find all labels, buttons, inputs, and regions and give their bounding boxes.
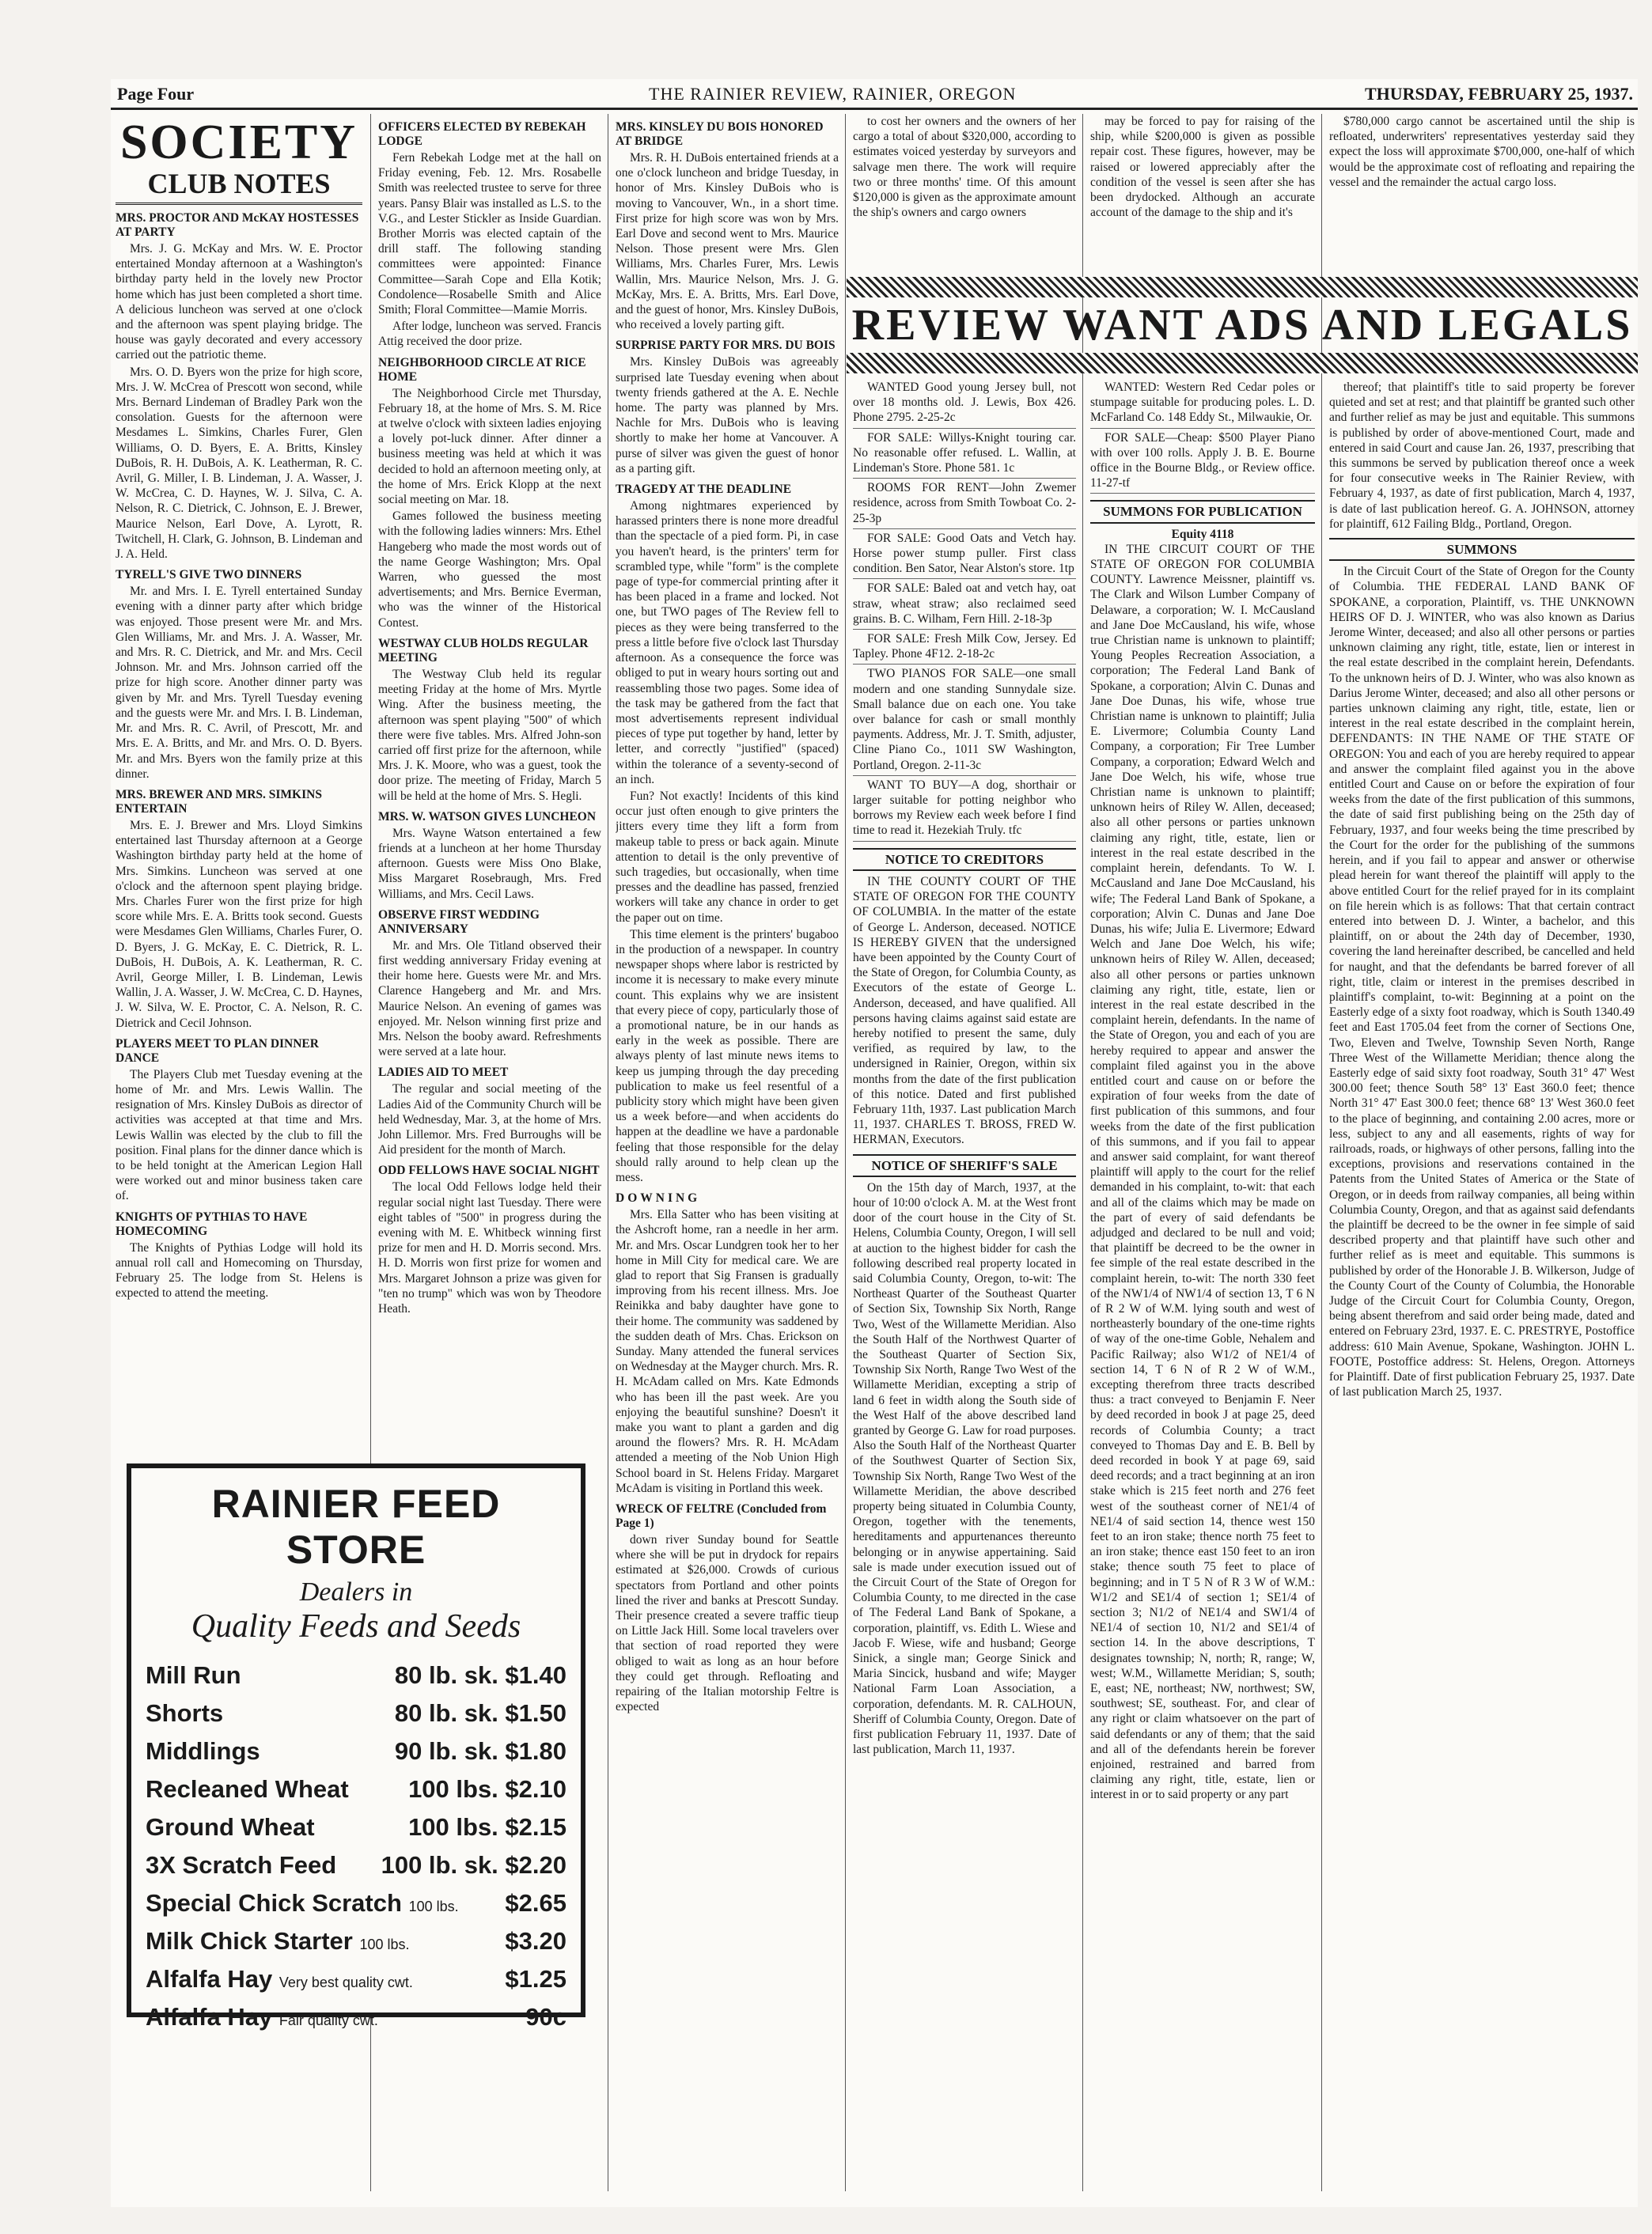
article-body: Fun? Not exactly! Incidents of this kind occur just often enough to give printers the jitters every time they lift a form from makeup table to press or back again. Minute attention to detail is the only preventive of such tragedies, but occasionally, when time presses and the deadline has passed, frenzied workers will take any chance in order to get the paper out on time.: [616, 789, 839, 925]
article-body: The Westway Club held its regular meeting Friday at the home of Mrs. Myrtle Wing. After the business meeting, the afternoon was spent playing "500" of which there were five tables. Mrs. Alfred John-son carried off first prize for the afternoon, while Mrs. J. K. Moore, who was a guest, took the door prize. The meeting of Friday, March 5 will be held at the home of Mrs. S. Hegli.: [378, 667, 601, 803]
price-row: [146, 1998, 566, 2036]
article-body: Mrs. Ella Satter who has been visiting at the Ashcroft home, ran a needle in her arm. Mr. and Mrs. Oscar Lundgren took her to her home in Mill City for medical care. We are glad to report that Sig Fransen is gradually improving from his recent illness. Mrs. Joe Reinikka and baby daughter have gone to their home. The community was saddened by the sudden death of Mrs. Chas. Erickson on Sunday. Many attended the funeral services on Wednesday at the Mayger church. Mrs. R. H. McAdam called on Mrs. Kate Edmonds who has been ill the past week. Are you enjoying the beautiful sunshine? Doesn't it make you want to plant a garden and dig around the flowers? Mrs. R. H. McAdam attended a meeting of the Nob Union High School board in St. Helens Friday. Margaret McAdam is visiting in Portland this week.: [616, 1208, 839, 1495]
summons-equity: Equity 4118: [1171, 527, 1234, 541]
article-headline: WESTWAY CLUB HOLDS REGULAR MEETING: [378, 636, 589, 665]
product-note: Fair quality cwt.: [278, 2012, 378, 2028]
product-label: Middlings: [146, 1737, 260, 1765]
product-label: Recleaned Wheat: [146, 1775, 349, 1803]
article-headline: MRS. W. WATSON GIVES LUNCHEON: [378, 809, 597, 824]
article-headline: OBSERVE FIRST WEDDING ANNIVERSARY: [378, 907, 540, 936]
issue-date: THURSDAY, FEBRUARY 25, 1937.: [1364, 84, 1633, 104]
article-body: Among nightmares experienced by harassed printers there is none more dreadful than the spectacle of a pied form. Pi, in case you haven't heard, is the printers' term for scrambled type, while "form" is the complete page of type-for commercial printing after it has been placed in a frame and locked. Not one, but TWO pages of The Review fell to pieces as they were being transferred to the press a little before five o'clock last Thursday afternoon. As a consequence the force was obliged to put in weary hours sorting out and reassembling those two pages. Some idea of the task may be gathered from the fact that most advertisements represent individual pieces of type put together by hand, letter by letter, and correctly "justified" (spaced) within the tolerance of a seventy-second of an inch.: [616, 499, 839, 786]
summons-text: IN THE CIRCUIT COURT OF THE STATE OF OREGON FOR COLUMBIA COUNTY. Lawrence Meissner, plaintiff vs. The Clark and Wilson Lumber Company of Delaware, a corporation; W. I. McCausland and Jane Doe McCausland, his wife, whose true Christian name is unknown to plaintiff; Young Peoples Recreation Association, a corporation; The Federal Land Bank of Spokane, a corporation; Alvin C. Dunas and Jane Doe Dunas, his wife, whose true Christian name is unknown to plaintiff; Julia E. Livermore; Columbia County Land Company, a corporation; Fir Tree Lumber Company, a corporation; Edward Welch and Jane Doe Welch, his wife, whose true Christian name is unknown to plaintiff; unknown heirs of Riley W. Allen, deceased; also all other persons or parties unknown claiming any right, title, estate, lien or interest in the real estate described in the complaint herein, defendants. To W. I. McCausland and Jane Doe McCausland, his wife; The Federal Land Bank of Spokane, a corporation; Alvin C. Dunas and Jane Doe Dunas, his wife; Julia E. Livermore; Edward Welch and Jane Doe Welch, his wife; unknown heirs of Riley W. Allen, deceased; also all other persons or parties unknown claiming any right, title, estate, lien or interest in the real estate described in the complaint herein, defendants. In the name of the State of Oregon, you and each of you are hereby required to appear and answer the complaint filed against you in the above entitled court and cause on or before the expiration of four weeks from the date of first publication of this summons, and four weeks from the date of the first publication of this summons, and if you fail to appear and answer said complaint, for want thereof plaintiff will apply to the court for the relief demanded in his complaint, to-wit: that each and all of the claims which may be made on the part of every of said defendants be adjudged and declared to be null and void; that plaintiff be decreed to be the owner in fee simple of the real estate described in the complaint herein, to-wit: The north 330 feet of the NW1/4 of NW1/4 of section 13, T 6 N of R 2 W of W.M. lying south and west of northeasterly boundary of the one-time rights of way of the one-time Goble, Nehalem and Pacific Railway; also W1/2 of NE1/4 of section 14, T 6 N of R 2 W of W.M., excepting therefrom three tracts described thus: a tract conveyed to Benjamin F. Neer by deed recorded in book J at page 25, deed records of Columbia County; a tract conveyed to Thomas Day and E. B. Bell by deed recorded in book Y at page 69, said deed records; and a tract beginning at an iron stake which is 215 feet north and 276 feet west of the southeast corner of NE1/4 of NE1/4 of said section 14, thence west 150 feet to an iron stake; thence north 75 feet to an iron stake; thence east 150 feet to an iron stake; thence south 75 feet to place of beginning; and in T 5 N of R 3 W of W.M.: W1/2 and SE1/4 of section 1; SE1/4 of section 3; N1/2 of NE1/4 and SW1/4 of NE1/4 of section 10, N1/2 and SE1/4 of section 14. In the above descriptions, T designates township; N, north; R, range; W, west; W.M., Willamette Meridian; S, south; E, east; NE, northeast; NW, northwest; SW, southwest; SE, southeast. For, and clear of any right or claim whatsoever on the part of said defendants or any of them; that the said and all of the defendants herein be forever enjoined, restrained and barred from claiming any right, title, estate, lien or interest in or to said property or any part: [1090, 542, 1315, 1802]
creditors-notice: IN THE COUNTY COURT OF THE STATE OF OREGON FOR THE COUNTY OF COLUMBIA. In the matter of the estate of George L. Anderson, deceased. NOTICE IS HEREBY GIVEN that the undersigned have been appointed by the County Court of the State of Oregon, for Columbia County, as Executors of the estate of George L. Anderson, deceased, and have qualified. All persons having claims against said estate are hereby notified to present the same, duly verified, as required by law, to the undersigned in Rainier, Oregon, within six months from the date of the first publication of this notice. Dated and first published February 11th, 1937. Last publication March 11, 1937. CHARLES T. BROSS, FRED W. HERMAN, Executors.: [853, 874, 1076, 1147]
article-headline: WRECK OF FELTRE (Concluded from Page 1): [616, 1502, 827, 1531]
newspaper-page: [111, 79, 1638, 2207]
product-price: $3.20: [505, 1927, 566, 1955]
news-column: [616, 114, 839, 2191]
feed-store-ad: [127, 1463, 585, 2031]
classified-ad: FOR SALE: Good Oats and Vetch hay. Horse power stump puller. First class condition. Ben Sator, Near Alston's store. 1tp: [853, 531, 1076, 580]
classified-ad: ROOMS FOR RENT—John Zwemer residence, across from Smith Towboat Co. 2-25-3p: [853, 480, 1076, 529]
club-notes-title: CLUB NOTES: [116, 168, 362, 205]
article-headline: TYRELL'S GIVE TWO DINNERS: [116, 568, 302, 582]
product-name: [146, 2003, 378, 2031]
price-row: [146, 1808, 566, 1846]
product-name: [146, 1661, 241, 1690]
product-price: 90 lb. sk. $1.80: [394, 1737, 566, 1765]
creditors-title: NOTICE TO CREDITORS: [853, 848, 1076, 871]
article-body: Games followed the business meeting with the following ladies winners: Mrs. Ethel Hangeberg who made the most words out of the name George Washington; Mrs. Opal Warren, who guessed the most advertisements; and Mrs. Bernice Everman, who was the winner of the Historical Contest.: [378, 509, 601, 630]
article-body: The regular and social meeting of the Ladies Aid of the Community Church will be held Wednesday, Mar. 3, at the home of Mrs. John Lillemor. Mrs. Fred Burroughs will be Aid president for the month of March.: [378, 1082, 601, 1157]
legals-column-2: [1329, 380, 1635, 2191]
product-price: $1.25: [505, 1965, 566, 1993]
classified-ad: TWO PIANOS FOR SALE—one small modern and one standing Sunnydale size. Small balance due on each one. You take over balance for cash or small monthly payments. Address, Mr. J. T. Smith, adjuster, Cline Piano Co., 1011 SW Washington, Portland, Oregon. 2-11-3c: [853, 666, 1076, 775]
product-price: 80 lb. sk. $1.40: [394, 1661, 566, 1689]
product-price: $2.65: [505, 1889, 566, 1917]
classified-ad: WANTED: Western Red Cedar poles or stumpage suitable for producing poles. L. D. McFarland Co. 148 Eddy St., Milwaukie, Or.: [1090, 380, 1315, 429]
price-row: [146, 1846, 566, 1884]
product-name: [146, 1775, 349, 1804]
classified-ad: FOR SALE: Fresh Milk Cow, Jersey. Ed Tapley. Phone 4F12. 2-18-2c: [853, 631, 1076, 665]
column-rule: [1082, 114, 1083, 2191]
article-headline: SURPRISE PARTY FOR MRS. DU BOIS: [616, 339, 835, 353]
sheriff-sale-title: NOTICE OF SHERIFF'S SALE: [853, 1154, 1076, 1177]
summons-title: SUMMONS FOR PUBLICATION: [1090, 500, 1315, 523]
society-title: SOCIETY: [119, 115, 358, 169]
article-body: The Neighborhood Circle met Thursday, February 18, at the home of Mrs. S. M. Rice at twelve o'clock with sixteen ladies enjoying a lovely pot-luck dinner. After dinner a business meeting was held at which it was decided to hold an afternoon meeting only, at the home of Mrs. Erick Klopp at the next social meeting on Mar. 18.: [378, 386, 601, 507]
classified-ad: WANTED Good young Jersey bull, not over 18 months old. J. Lewis, Box 426. Phone 2795. 2-25-2c: [853, 380, 1076, 429]
ad-title: RAINIER FEED STORE: [211, 1482, 501, 1572]
product-name: [146, 1889, 459, 1918]
product-name: [146, 1699, 223, 1728]
want-ads-banner: [847, 277, 1638, 373]
paper-title: THE RAINIER REVIEW, RAINIER, OREGON: [649, 84, 1017, 104]
article-body: Mr. and Mrs. I. E. Tyrell entertained Sunday evening with a dinner party after which bridge was enjoyed. Those present were Mr. and Mrs. Glen Williams, Mr. and Mrs. J. A. Wasser, Mr. and Mrs. R. C. Dietrick, and Mr. and Mrs. Cecil Johnson. Mr. and Mrs. Johnson carried off the prize for high score. Another dinner party was given by Mr. and Mrs. Tyrell Tuesday evening and the guests were Mr. and Mrs. I. B. Lindeman, Mr. and Mrs. R. C. Avril, of Prescott, Mr. and Mrs. E. A. Britts, and Mr. and Mrs. O. D. Byers. Mr. and Mrs. Byers won the family prize at this dinner.: [116, 585, 362, 781]
article-text: may be forced to pay for raising of the ship, while $200,000 is given as possible repair cost. These figures, however, may be raised or lowered appreciably after the condition of the vessel is seen after she has been drydocked. Although an accurate account of the damage to the ship and it's: [1090, 115, 1315, 220]
price-row: [146, 1694, 566, 1732]
article-body: down river Sunday bound for Seattle where she will be put in drydock for repairs estimated at $26,000. Crowds of curious spectators from Portland and other points lined the river and banks at Prescott Sunday. Their presence created a severe traffic tieup on Little Jack Hill. Some local travelers over that section of road reported they were obliged to wait as long as an hour before they could get through. Refloating and repairing of the Italian motorship Feltre is expected: [616, 1533, 839, 1714]
summons2-title: SUMMONS: [1329, 538, 1635, 561]
price-row: [146, 1922, 566, 1960]
article-headline: TRAGEDY AT THE DEADLINE: [616, 483, 792, 497]
sheriff-sale-notice: On the 15th day of March, 1937, at the hour of 10:00 o'clock A. M. at the West front door of the court house in the City of St. Helens, Columbia County, Oregon, I will sell at auction to the highest bidder for cash the following described real property located in said Columbia County, Oregon, to-wit: The Northeast Quarter of the Southeast Quarter of Section Six, Township Six North, Range Two, West of the Willamette Meridian. Also the South Half of the Northwest Quarter of the Southeast Quarter of Section Six, Township Six North, Range Two West of the Willamette Meridian, excepting a strip of land 6 feet in width along the South side of the West Half of the above described land granted by George G. Law for road purposes. Also the South Half of the Northeast Quarter of the Southwest Quarter of Section Six, Township Six North, Range Two West of the Willamette Meridian, the above described property being situated in Columbia County, Oregon, together with the tenements, hereditaments and appurtenances thereunto belonging or in anywise appertaining. Said sale is made under execution issued out of the Circuit Court of the State of Oregon for Columbia County, to me directed in the case of The Federal Land Bank of Spokane, a corporation, plaintiff, vs. Edith L. Wiese and Jacob F. Wiese, wife and husband; George Sinick, a single man; George Sinick and Maria Sincick, husband and wife; Mayger National Farm Loan Association, a corporation, defendants. M. R. CALHOUN, Sheriff of Columbia County, Oregon. Date of first publication February 11, 1937. Date of last publication, March 11, 1937.: [853, 1180, 1076, 1757]
article-body: The Knights of Pythias Lodge will hold its annual roll call and Homecoming on Thursday, February 25. The lodge from St. Helens is expected to attend the meeting.: [116, 1240, 362, 1301]
product-price: 80 lb. sk. $1.50: [394, 1699, 566, 1727]
product-label: 3X Scratch Feed: [146, 1851, 337, 1879]
article-headline: MRS. KINSLEY DU BOIS HONORED AT BRIDGE: [616, 120, 824, 148]
summons-continued: thereof; that plaintiff's title to said property be forever quieted and set at rest; and that plaintiff be granted such other and further relief as may be just and equitable. This summons is published by order of above-mentioned Court, made and entered in said Court and cause Jan. 26, 1937, prescribing that this summons be served by publication thereof once a week for four consecutive weeks in The Rainier Review, with February 4, 1937, as date of first publication, March 4, 1937, is date of last publication hereof. G. A. JOHNSON, attorney for plaintiff, 612 Failing Bldg., Portland, Oregon.: [1329, 381, 1635, 531]
price-row: [146, 1884, 566, 1922]
product-name: [146, 1737, 260, 1766]
classified-ad: FOR SALE: Baled oat and vetch hay, oat straw, wheat straw; also reclaimed seed grains. B. C. Wilham, Fern Hill. 2-18-3p: [853, 581, 1076, 630]
product-note: Very best quality cwt.: [278, 1975, 413, 1990]
article-headline: PLAYERS MEET TO PLAN DINNER DANCE: [116, 1036, 319, 1065]
column-rule: [845, 114, 846, 2191]
article-body: The local Odd Fellows lodge held their regular social night last Tuesday. There were eight tables of "500" in progress during the evening with M. E. Whitbeck winning first prize for men and H. D. Morris second. Mrs. H. D. Morris won first prize for women and Mrs. Margaret Johnson a prize was given for "ten no trump" which was won by Theodore Heath.: [378, 1180, 601, 1316]
page-number: Page Four: [117, 84, 195, 104]
article-headline: OFFICERS ELECTED BY REBEKAH LODGE: [378, 120, 586, 148]
feltre-continued-3: [1329, 114, 1635, 272]
society-header: [116, 117, 362, 205]
price-row: [146, 1657, 566, 1694]
product-price: 100 lb. sk. $2.20: [381, 1851, 566, 1879]
product-name: [146, 1965, 413, 1994]
product-price: 90c: [525, 2003, 566, 2031]
article-body: This time element is the printers' bugaboo in the production of a newspaper. In country newspaper shops where labor is restricted by income it is necessary to make every minute count. This explains why we are insistent that every piece of copy, particularly those of a promotional nature, be in our hands as early in the week as possible. There are always plenty of last minute news items to keep us jumping through the day preceding publication to make us feel resentful of a publicity story which might have been given us a week before—and when accidents do happen at the deadline we have a pardonable feeling that those responsible for the delay should rally around to help clean up the mess.: [616, 927, 839, 1184]
want-ads-column: [853, 380, 1076, 2191]
article-body: Mrs. Wayne Watson entertained a few friends at a luncheon at her home Thursday afternoon. Guests were Miss Ono Blake, Miss Margaret Rosebraugh, Mrs. Fred Williams, and Mrs. Cecil Laws.: [378, 826, 601, 901]
want-ads-title: REVIEW WANT ADS AND LEGALS: [851, 301, 1633, 350]
product-name: [146, 1813, 315, 1842]
banner-stripe: [847, 353, 1638, 373]
product-label: Ground Wheat: [146, 1813, 315, 1841]
article-headline: KNIGHTS OF PYTHIAS TO HAVE HOMECOMING: [116, 1210, 308, 1238]
masthead: [111, 79, 1638, 110]
society-column-2: [378, 114, 601, 1669]
article-body: Mrs. O. D. Byers won the prize for high score, Mrs. J. W. McCrea of Prescott won second, while Mrs. Bernard Lindeman of Bradley Park won the consolation. Guests for the afternoon were Mesdames L. Simkins, Charles Furer, Glen Williams, O. D. Byers, E. A. Britts, Kinsley DuBois, R. H. DuBois, A. K. Leatherman, R. C. Avril, G. Miller, I. B. Lindeman, J. A. Wasser, J. W. McCrea, C. D. Haynes, W. J. Silva, C. A. Nelson, R. C. Dietrick, C. Johnson, E. J. Brewer, Maurice Nelson, Earl Dove, A. Lyrott, R. Twitchell, H. Clark, G. Johnson, B. Lindeman and J. A. Held.: [116, 365, 362, 562]
article-body: Mrs. Kinsley DuBois was agreeably surprised late Tuesday evening when about twenty friends gathered at the A. E. Nechle home. The party was planned by Mrs. Nachle for Mrs. DuBois who is leaving shortly to make her home at Vancouver. A purse of silver was given the guest of honor as a parting gift.: [616, 355, 839, 475]
product-note: 100 lbs.: [359, 1937, 410, 1952]
classified-ad: FOR SALE—Cheap: $500 Player Piano with over 100 rolls. Apply J. B. E. Bourne office in the Bourne Bldg., or Review office. 11-27-tf: [1090, 430, 1315, 494]
article-body: The Players Club met Tuesday evening at the home of Mr. and Mrs. Lewis Wallin. The resignation of Mrs. Kinsley DuBois as director of activities was accepted at that time and Mrs. Lewis Wallin was elected by the club to fill the position. Final plans for the dinner dance which is to be held tonight at the American Legion Hall were worked out and minor business taken care of.: [116, 1067, 362, 1203]
column-rule: [1321, 114, 1322, 2191]
product-price: 100 lbs. $2.10: [408, 1775, 566, 1803]
article-headline: DOWNING: [616, 1191, 701, 1206]
article-headline: LADIES AID TO MEET: [378, 1066, 509, 1080]
article-headline: MRS. BREWER AND MRS. SIMKINS ENTERTAIN: [116, 787, 322, 816]
product-name: [146, 1851, 336, 1880]
banner-stripe: [847, 277, 1638, 297]
classified-ad: WANT TO BUY—A dog, shorthair or larger suitable for potting neighbor who borrows my Review each week before I find time to read it. Hezekiah Truly. tfc: [853, 778, 1076, 842]
price-row: [146, 1770, 566, 1808]
article-headline: NEIGHBORHOOD CIRCLE AT RICE HOME: [378, 355, 586, 384]
product-label: Milk Chick Starter: [146, 1927, 353, 1955]
classified-ad: FOR SALE: Willys-Knight touring car. No reasonable offer refused. L. Wallin, at Lindeman's Store. Phone 581. 1c: [853, 430, 1076, 479]
article-body: Fern Rebekah Lodge met at the hall on Friday evening, Feb. 12. Mrs. Rosabelle Smith was reelected trustee to serve for three years. Pansy Blair was installed as L.S. to the V.G., and Lester Stickler as Inside Guardian. Brother Morris was elected captain of the drill staff. The following standing committees were appointed: Finance Committee—Sarah Cope and Ella Kotik; Condolence—Rosabelle Smith and Alice Smith; Floral Committee—Mamie Morris.: [378, 151, 601, 317]
article-text: $780,000 cargo cannot be ascertained until the ship is refloated, underwriters' representatives yesterday said they expect the loss will approximate $700,000, one-half of which would be the approximate cost of refloating and repairing the vessel and the remainder the actual cargo loss.: [1329, 115, 1635, 189]
product-note: 100 lbs.: [408, 1899, 459, 1914]
article-body: After lodge, luncheon was served. Francis Attig received the door prize.: [378, 320, 601, 349]
ad-dealers: Dealers in: [299, 1577, 413, 1607]
price-row: [146, 1732, 566, 1770]
article-body: Mrs. J. G. McKay and Mrs. W. E. Proctor entertained Monday afternoon at a Washington's birthday party held in the lovely new Proctor home which has just been completed a short time. A delicious luncheon was served at one o'clock and the afternoon was spent playing bridge. The house was gayly decorated and every accessory carried out the patriotic theme.: [116, 242, 362, 362]
article-text: to cost her owners and the owners of her cargo a total of about $320,000, according to estimates voiced yesterday by surveyors and salvage men there. The work will require two or three months' time. Of this amount $120,000 is given as the approximate amount the ship's owners and cargo owners: [853, 115, 1076, 220]
article-body: Mr. and Mrs. Ole Titland observed their first wedding anniversary Friday evening at their home here. Guests were Mr. and Mrs. Clarence Hangeberg and Mr. and Mrs. Maurice Nelson. An evening of games was enjoyed. Mr. Nelson winning first prize and Mrs. Nelson the booby award. Refreshments were served at a late hour.: [378, 938, 601, 1059]
article-body: Mrs. E. J. Brewer and Mrs. Lloyd Simkins entertained last Thursday afternoon at a George Washington birthday party held at the home of Mrs. Simkins. Luncheon was served at one o'clock and the afternoon spent playing bridge. Mrs. Charles Furer won the first prize for high score while Mrs. E. A. Britts took second. Guests were Mesdames Glen Williams, Charles Furer, O. D. Byers, J. G. McKay, E. C. Dietrick, R. L. DuBois, H. DuBois, A. K. Leatherman, R. C. Avril, George Miller, I. B. Lindeman, Lewis Wallin, J. A. Wasser, J. W. McCrea, C. D. Haynes, J. W. Silva, W. E. Proctor, C. A. Nelson, R. C. Dietrick and Cecil Johnson.: [116, 818, 362, 1030]
product-price: 100 lbs. $2.15: [408, 1813, 566, 1841]
product-label: Alfalfa Hay: [146, 1965, 273, 1993]
feltre-continued-2: [1090, 114, 1315, 272]
product-label: Alfalfa Hay: [146, 2003, 273, 2031]
price-row: [146, 1960, 566, 1998]
product-label: Shorts: [146, 1699, 224, 1727]
feltre-continued-1: [853, 114, 1076, 272]
product-label: Mill Run: [146, 1661, 241, 1689]
legals-column: [1090, 380, 1315, 2191]
society-column: [116, 114, 362, 1669]
article-body: Mrs. R. H. DuBois entertained friends at a one o'clock luncheon and bridge Tuesday, in honor of Mrs. Kinsley DuBois who is moving to Vancouver, Wn., in a short time. First prize for high score was won by Mrs. Earl Dove and second went to Mrs. Maurice Nelson. Those present were Mrs. Glen Williams, Mrs. Charles Furer, Mrs. Lewis Wallin, Mrs. Maurice Nelson, Mrs. J. G. McKay, Mrs. E. A. Britts, Mrs. Earl Dove, and the guest of honor, Mrs. Kinsley DuBois, who received a lovely parting gift.: [616, 151, 839, 332]
article-headline: MRS. PROCTOR AND McKAY HOSTESSES AT PARTY: [116, 211, 359, 239]
article-headline: ODD FELLOWS HAVE SOCIAL NIGHT: [378, 1164, 600, 1178]
summons2-text: In the Circuit Court of the State of Oregon for the County of Columbia. THE FEDERAL LAND BANK OF SPOKANE, a corporation, Plaintiff, vs. THE UNKNOWN HEIRS OF D. J. WINTER, who was also known as Darius Jerome Winter, deceased; and also all other persons or parties unknown claiming any right, title, estate, lien or interest in the real estate described in the complaint herein, Defendants. To the unknown heirs of D. J. Winter, who was also known as Darius Jerome Winter, deceased; and also all other persons or parties unknown claiming any right, title, estate, lien or interest in the real estate described in the complaint herein, DEFENDANTS: IN THE NAME OF THE STATE OF OREGON: You and each of you are hereby required to appear and answer the complaint filed against you in the above entitled Court and Cause on or before the expiration of four weeks from the date of the first publication of this summons, the date of said first publishing being on the 25th day of February, 1937, and four weeks being the time prescribed by the Court for the order for the publishing of the summons herein, and if you fail to appear and answer or otherwise plead herein for want thereof the plaintiff will apply to the above entitled Court for the relief prayed for in its complaint on file herein which is as follows: That that certain contract entered into between D. J. Winter, a bachelor, and this plaintiff, on or about the 24th day of December, 1930, covering the land hereinafter described, be cancelled and held for naught, and that the defendants be barred forever of all right, title, claim or interest in the premises described in plaintiff's complaint, to-wit: Beginning at a point on the Easterly edge of a sixty foot roadway, which is South 1340.49 feet and East 1705.04 feet from the corner of Sections One, Two, Eleven and Twelve, Township Seven North, Range Three West of the Willamette Meridian; thence along the Easterly edge of said sixty foot roadway, South 31° 47' West 300.00 feet; thence South 58° 13' East 360.0 feet; thence North 31° 47' East 300.0 feet; thence 68° 13' West 360.0 feet to the place of beginning, and containing 2.00 acres, more or less, subject to any and all easements, rights of way for railroads, roads, or highways of other persons, falling into the exceptions, provisions and reservations contained in the Patents from the United States of America or the State of Oregon, or in deeds from railway companies, all being within Columbia County, Oregon, and that as against said defendants the plaintiff be decreed to be the owner in fee simple of said described property and that plaintiff have such other and further relief as is meet and equitable. This summons is published by order of the Honorable J. B. Wilkerson, Judge of the County Court of the County of Columbia, the Honorable Judge of the Circuit Court for Columbia County, Oregon, being absent therefrom and said order being made, dated and entered on February 23rd, 1937. E. C. PRESTRYE, Postoffice address: 610 Main Avenue, Spokane, Washington. JOHN L. FOOTE, Postoffice address: St. Helens, Oregon. Attorneys for Plaintiff. Date of first publication February 25, 1937. Date of last publication March 25, 1937.: [1329, 565, 1635, 1399]
product-name: [146, 1927, 410, 1956]
ad-tagline: Quality Feeds and Seeds: [191, 1608, 521, 1645]
product-label: Special Chick Scratch: [146, 1889, 402, 1917]
